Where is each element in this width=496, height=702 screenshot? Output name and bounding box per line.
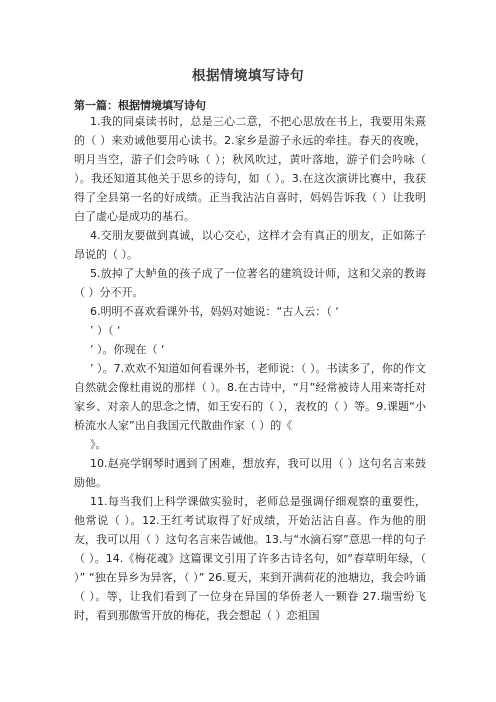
section-title: 第一篇：根据情境填写诗句 bbox=[74, 99, 206, 112]
paragraph-q9-end: 》。 bbox=[90, 438, 107, 451]
paragraph-q6-line2: ’ ）（ ‘ bbox=[90, 324, 121, 337]
paragraph-q4: 4.交朋友要做到真诚，以心交心，这样才会有真正的朋友，正如陈子昂说的（ ）。 bbox=[74, 229, 426, 261]
paragraph-q6-line3: ’ ）。你现在（ ‘ bbox=[90, 343, 165, 356]
paragraph-q1-3: 1.我的同桌读书时，总是三心二意，不把心思放在书上，我要用朱熹的（ ）来劝诫他要用心读书。2.家乡是游子永远的牵挂。春天的夜晚，明月当空，游子们会吟咏（ ）；秋风吹过，黄叶落地，游子们会吟咏（ ）。我还知道其他关于思乡的诗句，如（ ）。3.在这次演讲比赛中，我获得了全县第一名的好成绩。正当我沾沾自喜时，妈妈告诉我（ ）让我明白了虚心是成功的基石。 bbox=[74, 115, 426, 223]
paragraph-q6-line1: 6.明明不喜欢看课外书，妈妈对她说：“古人云：（ ‘ bbox=[90, 305, 339, 318]
paragraph-q10: 10.赵亮学钢琴时遇到了困难，想放弃，我可以用（ ）这句名言来鼓励他。 bbox=[74, 457, 426, 489]
document-title: 根据情境填写诗句 bbox=[192, 68, 304, 84]
document-body bbox=[74, 112, 426, 625]
paragraph-q5: 5.放掉了大鲈鱼的孩子成了一位著名的建筑设计师，这和父亲的教诲（ ）分不开。 bbox=[74, 267, 426, 299]
paragraph-q7-9: ’ ）。7.欢欢不知道如何看课外书，老师说：（ ）。书读多了，你的作文自然就会像杜甫说的那样（ ）。8.在古诗中，“月”经常被诗人用来寄托对家乡、对亲人的思念之情，如王安石的（ ），表枚的（ ）等。9.课题“小桥流水人家”出自我国元代散曲作家（ ）的《 bbox=[74, 362, 426, 432]
paragraph-q11-14: 11.每当我们上科学课做实验时，老师总是强调仔细观察的重要性，他常说（ ）。12.王红考试取得了好成绩，开始沾沾自喜。作为他的朋友，我可以用（ ）这句名言来告诫他。13.与“水滴石穿”意思一样的句子（ ）。14.《梅花魂》这篇课文引用了许多古诗名句，如“春草明年绿，（ ）” “独在异乡为异客，（ ）” 26.夏天，来到开满荷花的池塘边，我会吟诵（ ）。等，让我们看到了一位身在异国的华侨老人一颗眷 27.瑞雪纷飞时，看到那傲雪开放的梅花，我会想起（ ）恋祖国 bbox=[74, 495, 426, 622]
